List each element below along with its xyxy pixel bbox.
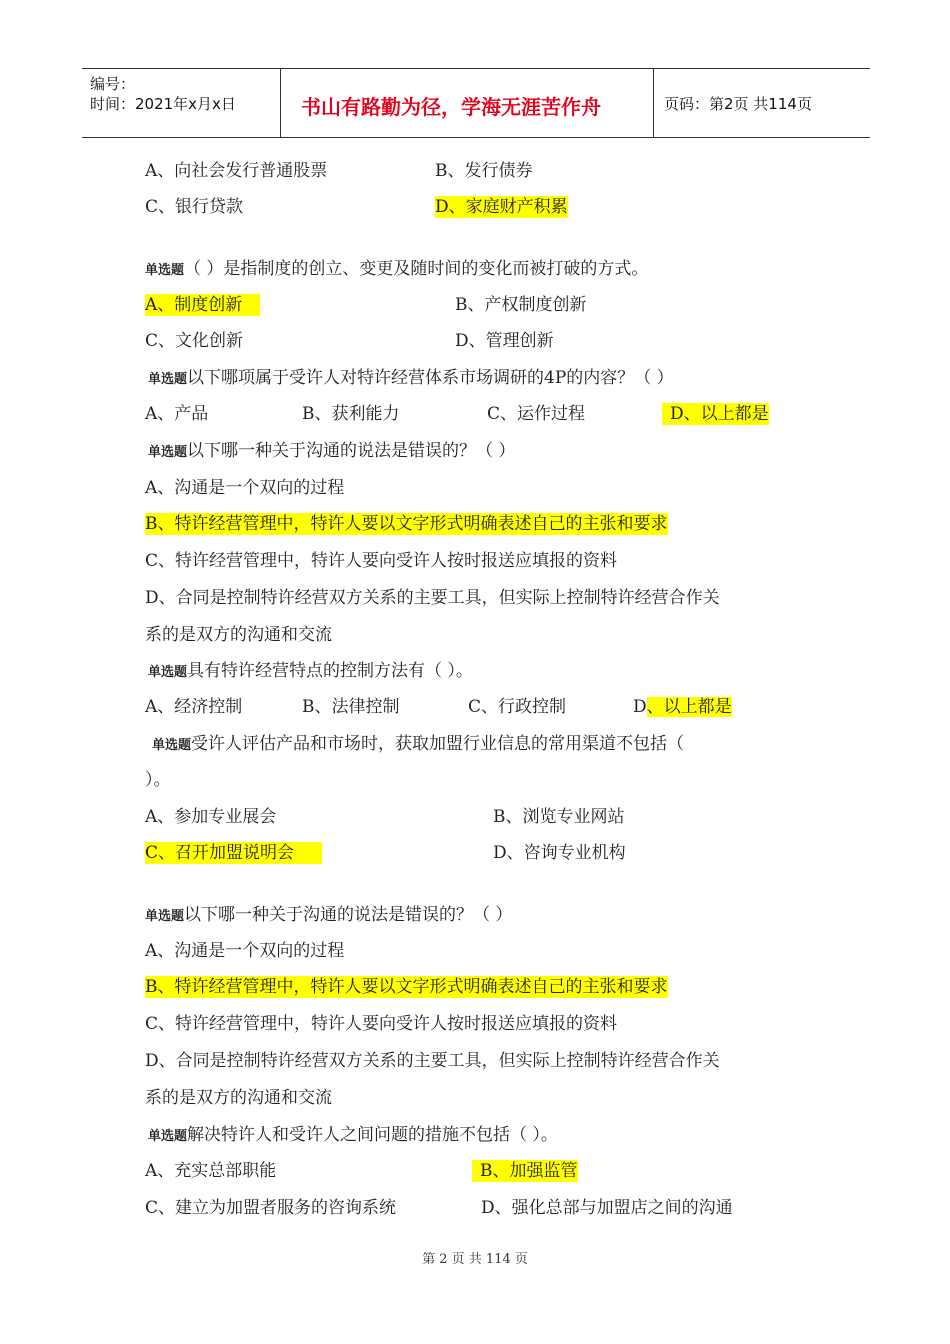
q6-option-a: A、沟通是一个双向的过程 [145, 941, 345, 961]
q2-option-d-answer: D、以上都是 [662, 403, 769, 425]
q5-type: 单选题 [152, 738, 192, 753]
q1-option-c: C、文化创新 [145, 331, 244, 351]
q6-option-b-answer: B、特许经营管理中，特许人要以文字形式明确表述自己的主张和要求 [145, 977, 668, 997]
q4-stem: 具有特许经营特点的控制方法有（ ）。 [187, 661, 473, 681]
q2-stem: 以下哪项属于受许人对特许经营体系市场调研的4P的内容？（ ） [187, 368, 674, 388]
q4-option-b: B、法律控制 [302, 697, 400, 717]
q6-option-d-line2: 系的是双方的沟通和交流 [145, 1088, 332, 1108]
q1-stem: （ ）是指制度的创立、变更及随时间的变化而被打破的方式。 [184, 259, 649, 279]
header-motto-cell [281, 69, 654, 137]
q7-option-a: A、充实总部职能 [145, 1161, 277, 1181]
q1-question [145, 258, 648, 282]
q1-option-d: D、管理创新 [455, 331, 554, 351]
serial-label: 编号： [90, 75, 136, 93]
q3-option-d-line2: 系的是双方的沟通和交流 [145, 625, 332, 645]
header-meta-cell [82, 69, 281, 137]
q4-option-d-answer [633, 696, 732, 718]
page-footer: 第 2 页 共 114 页 [422, 1252, 528, 1267]
date-line: 时间：2021年x月x日 [90, 95, 236, 113]
q7-option-d: D、强化总部与加盟店之间的沟通 [481, 1198, 733, 1218]
q4-question [148, 660, 473, 684]
q3-option-a: A、沟通是一个双向的过程 [145, 478, 345, 498]
page-info: 页码：第2页 共114页 [664, 95, 812, 113]
q6-type: 单选题 [145, 909, 185, 924]
q2-option-c: C、运作过程 [487, 404, 586, 424]
q6-stem: 以下哪一种关于沟通的说法是错误的？（ ） [184, 905, 513, 925]
q4-option-d-highlight: 、以上都是 [646, 697, 732, 717]
motto: 书山有路勤为径，学海无涯苦作舟 [301, 95, 601, 119]
q1-option-a-answer: A、制度创新 [145, 294, 260, 316]
q3-type: 单选题 [148, 445, 188, 460]
q5-question-line2: ）。 [145, 770, 171, 790]
q5-option-b: B、浏览专业网站 [493, 807, 625, 827]
q4-option-d-letter: D [633, 697, 647, 717]
q4-option-c: C、行政控制 [468, 697, 567, 717]
q3-option-c: C、特许经营管理中，特许人要向受许人按时报送应填报的资料 [145, 551, 618, 571]
q1-type: 单选题 [145, 263, 185, 278]
q4-option-a: A、经济控制 [145, 697, 243, 717]
q0-option-c: C、银行贷款 [145, 197, 244, 217]
header-page-cell [654, 69, 870, 137]
q0-option-b: B、发行债券 [435, 161, 533, 181]
q0-option-a: A、向社会发行普通股票 [145, 161, 328, 181]
q5-option-c-answer: C、召开加盟说明会 [145, 842, 322, 864]
q5-option-d: D、咨询专业机构 [493, 843, 626, 863]
q7-type: 单选题 [148, 1129, 188, 1144]
page-header [82, 68, 870, 138]
q2-type: 单选题 [148, 372, 188, 387]
q6-option-d-line1: D、合同是控制特许经营双方关系的主要工具，但实际上控制特许经营合作关 [145, 1051, 720, 1071]
q4-type: 单选题 [148, 665, 188, 680]
q6-question [145, 904, 512, 928]
q7-question [148, 1124, 558, 1148]
q3-stem: 以下哪一种关于沟通的说法是错误的？（ ） [187, 441, 516, 461]
q5-option-a: A、参加专业展会 [145, 807, 277, 827]
q6-option-c: C、特许经营管理中，特许人要向受许人按时报送应填报的资料 [145, 1014, 618, 1034]
q2-option-a: A、产品 [145, 404, 209, 424]
q7-option-c: C、建立为加盟者服务的咨询系统 [145, 1198, 397, 1218]
q2-option-b: B、获利能力 [302, 404, 400, 424]
q3-question [148, 440, 515, 464]
q7-stem: 解决特许人和受许人之间问题的措施不包括（ ）。 [187, 1125, 558, 1145]
q5-stem: 受许人评估产品和市场时，获取加盟行业信息的常用渠道不包括（ [191, 734, 685, 754]
q7-option-b-answer: B、加强监管 [472, 1160, 578, 1182]
q0-option-d-answer: D、家庭财产积累 [435, 197, 568, 217]
q2-question [148, 367, 674, 391]
q1-option-b: B、产权制度创新 [455, 295, 587, 315]
q3-option-d-line1: D、合同是控制特许经营双方关系的主要工具，但实际上控制特许经营合作关 [145, 588, 720, 608]
q3-option-b-answer: B、特许经营管理中，特许人要以文字形式明确表述自己的主张和要求 [145, 514, 668, 534]
q5-question-line1 [152, 733, 684, 757]
